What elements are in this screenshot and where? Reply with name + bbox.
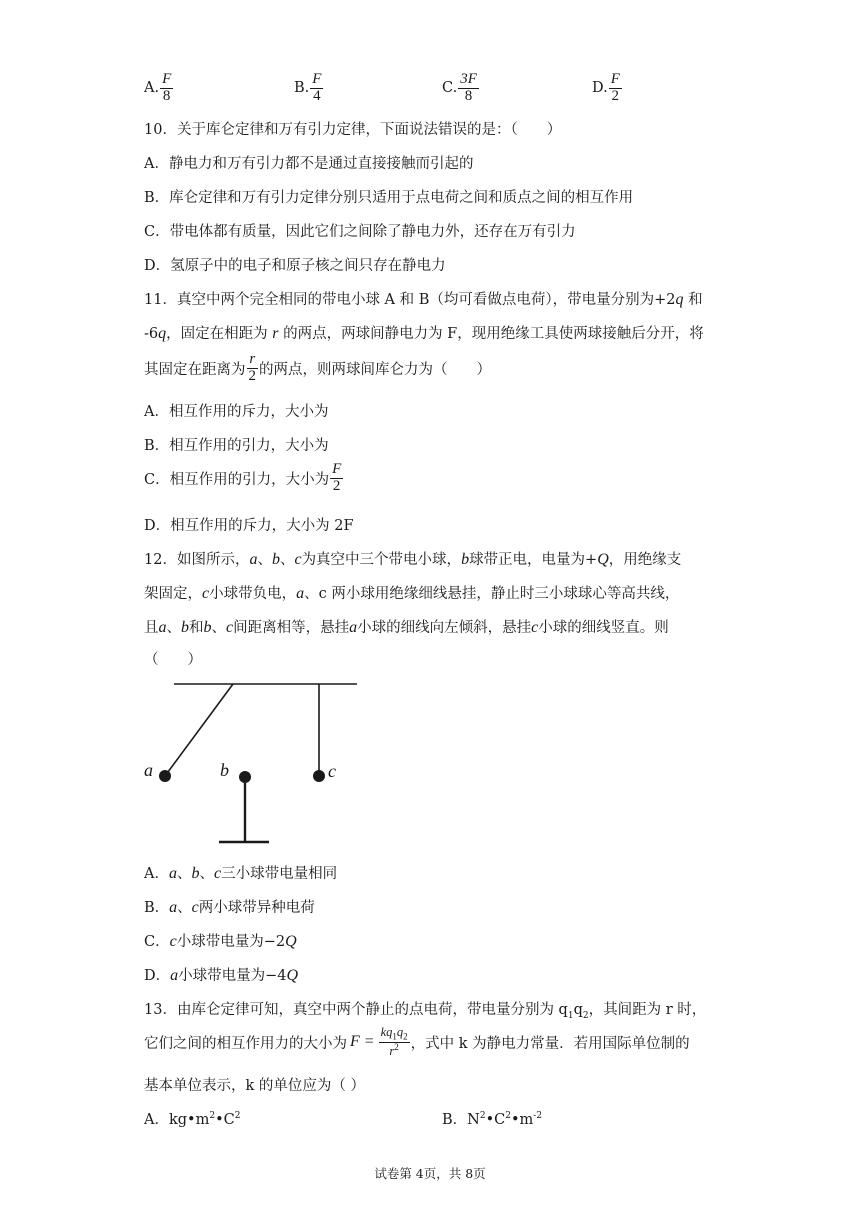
q12-option-a: A．a、b、c三小球带电量相同 [144, 865, 338, 882]
q11-stem-line1: 11．真空中两个完全相同的带电小球 A 和 B（均可看做点电荷），带电量分别为+2q 和 [144, 291, 703, 308]
q13-stem-line1: 13．由库仑定律可知，真空中两个静止的点电荷，带电量分别为 $q_1q_2$，其间距为 r 时， [144, 1002, 707, 1021]
q12-stem-line3: 且a、b和b、c间距离相等，悬挂a小球的细线向左倾斜，悬挂c小球的细线竖直。则 [144, 619, 669, 636]
q11-option-b: B．相互作用的引力，大小为 [144, 438, 329, 454]
label-c: c [328, 761, 336, 781]
q12-stem-line1: 12．如图所示，a、b、c为真空中三个带电小球，b球带正电，电量为+Q，用绝缘支 [144, 551, 682, 568]
q9-option-d: D. $\frac{F}{2}$ [592, 71, 620, 104]
q12-option-c: C．c小球带电量为−2Q [144, 933, 297, 950]
fraction: $\frac{F}{2}$ [610, 71, 620, 104]
q9-option-a: A. $\frac{F}{8}$ [144, 71, 172, 104]
q10-option-b: B．库仑定律和万有引力定律分别只适用于点电荷之间和质点之间的相互作用 [144, 190, 634, 206]
q10-stem: 10．关于库仑定律和万有引力定律，下面说法错误的是：（ ） [144, 122, 562, 138]
q10-option-c: C．带电体都有质量，因此它们之间除了静电力外，还存在万有引力 [144, 224, 576, 240]
label-b: b [220, 760, 229, 780]
q11-option-a: A．相互作用的斥力，大小为 [144, 404, 329, 420]
q12-option-b: B．a、c两小球带异种电荷 [144, 899, 315, 916]
q10-option-d: D．氢原子中的电子和原子核之间只存在静电力 [144, 258, 446, 274]
fraction: $\frac{3F}{8}$ [460, 71, 477, 104]
q13-stem-line2: 它们之间的相互作用力的大小为 F = $\frac{kq_1q_2}{r^2}$ ，式中 k 为静电力常量．若用国际单位制的 [144, 1025, 690, 1059]
q13-option-a: A．$kg•m^2•C^2$ [144, 1111, 241, 1128]
q11-stem-line3: 其固定在距离为 $\frac{r}{2}$ 的两点，则两球间库仑力为（ ） [144, 351, 491, 384]
fraction: $\frac{F}{2}$ [332, 461, 342, 494]
coulomb-formula: $\frac{kq_1q_2}{r^2}$ [380, 1025, 408, 1059]
page-footer: 试卷第 4页，共 8页 [374, 1166, 486, 1181]
q9-options [144, 72, 704, 112]
q13-stem-line3: 基本单位表示，k 的单位应为（ ） [144, 1078, 366, 1094]
q12-option-d: D．a小球带电量为−4Q [144, 967, 299, 984]
fraction: $\frac{F}{8}$ [162, 71, 172, 104]
ball-c [313, 770, 325, 782]
q10-option-a: A．静电力和万有引力都不是通过直接接触而引起的 [144, 156, 474, 172]
ball-a [159, 770, 171, 782]
q11-option-d: D．相互作用的斥力，大小为 2F [144, 518, 354, 534]
q11-option-c: C．相互作用的引力，大小为 $\frac{F}{2}$ [144, 461, 342, 494]
fraction: $\frac{F}{4}$ [312, 71, 322, 104]
label-a: a [144, 760, 153, 780]
ball-b [239, 771, 251, 783]
q9-option-b: B. $\frac{F}{4}$ [294, 71, 322, 104]
q11-stem-line2: -6q，固定在相距为 r 的两点，两球间静电力为 F，现用绝缘工具使两球接触后分开，将 [144, 325, 704, 342]
q12-stem-line4: （ ） [144, 652, 202, 668]
q13-option-b: B．$N^2•C^2•m^{-2}$ [442, 1111, 543, 1128]
q12-figure [130, 668, 370, 848]
q9-option-c: C. $\frac{3F}{8}$ [442, 71, 477, 104]
q12-stem-line2: 架固定，c小球带负电，a、c 两小球用绝缘细线悬挂，静止时三小球球心等高共线， [144, 585, 680, 602]
fraction: $\frac{r}{2}$ [248, 351, 256, 384]
